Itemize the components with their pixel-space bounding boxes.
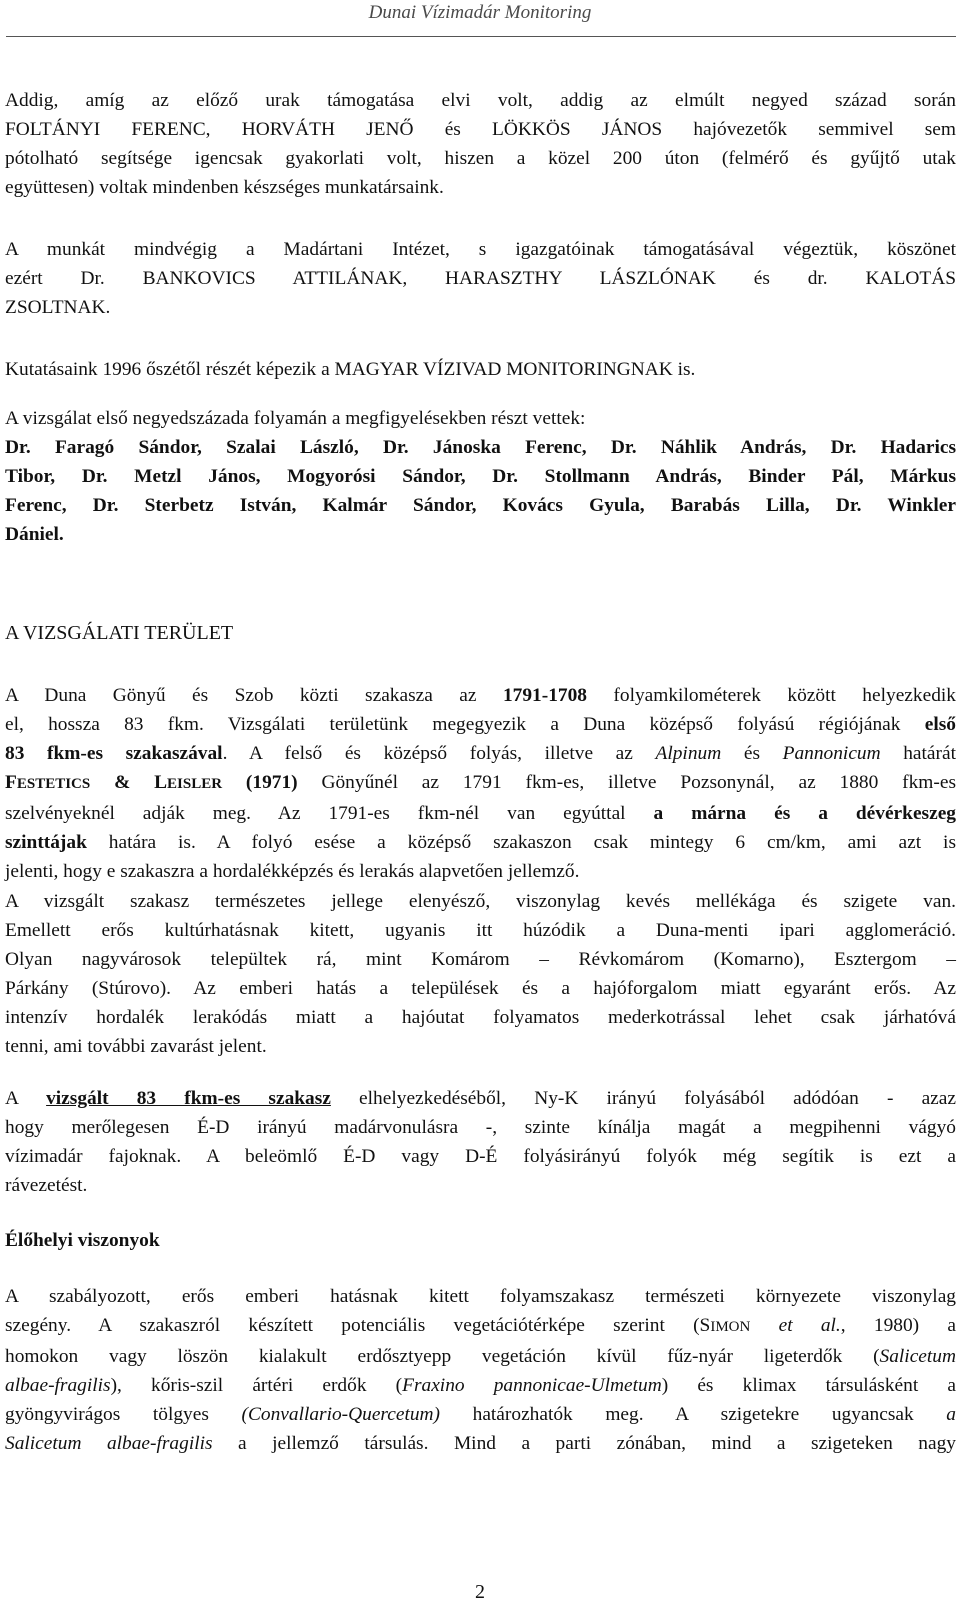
text-line: ZSOLTNAK. (5, 297, 111, 318)
text-run: A (5, 1088, 47, 1109)
author-initial: L (154, 772, 168, 793)
participants-intro: A vizsgálat első negyedszázada folyamán a megfigyelésekben részt vettek: (5, 408, 586, 429)
paragraph-habitat (5, 1282, 956, 1458)
paragraph-acknowledgement-boatmen (5, 86, 956, 202)
text-run: elhelyezkedéséből, Ny-K irányú folyásából adódóan - azaz (330, 1088, 957, 1109)
participants-line: Ferenc, Dr. Sterbetz István, Kalmár Sándor, Kovács Gyula, Barabás Lilla, Dr. Winkler (5, 495, 956, 516)
text-line: rávezetést. (5, 1175, 88, 1196)
italic-text: et al. (750, 1315, 841, 1336)
author-initial: F (5, 772, 17, 793)
text-run: el, hossza 83 fkm. Vizsgálati területünk megegyezik a Duna középső folyású régiójának (5, 714, 925, 735)
text-run: A Duna Gönyű és Szob közti szakasza az (5, 685, 503, 706)
italic-text: Alpinum (655, 743, 722, 764)
text-line: jelenti, hogy e szakaszra a hordalékképzés és lerakás alapvetően jellemző. (5, 861, 580, 882)
section-heading-text: Élőhelyi viszonyok (5, 1230, 160, 1251)
text-line: ezért Dr. BANKOVICS ATTILÁNAK, HARASZTHY LÁSZLÓNAK és dr. KALOTÁS (5, 268, 956, 289)
bold-text: a márna és a dévérkeszeg (653, 803, 957, 824)
text-run: . A felső és középső folyás, illetve az (222, 743, 656, 764)
text-run: határozhatók meg. A szigetekre ugyancsak (440, 1404, 947, 1425)
text-line: Olyan nagyvárosok települtek rá, mint Komárom – Révkomárom (Komarno), Esztergom – (5, 949, 956, 970)
italic-text: Pannonicum (782, 743, 881, 764)
text-line (5, 1429, 956, 1458)
text-line (5, 828, 956, 857)
text-run: ), kőris-szil ártéri erdők ( (110, 1375, 403, 1396)
text-line (5, 1400, 956, 1429)
italic-text: Salicetum (879, 1346, 956, 1367)
text-line: A vizsgált szakasz természetes jellege elenyésző, viszonylag kevés mellékága és szigete van. (5, 891, 956, 912)
text-line: együttesen) voltak mindenben készséges munkatársaink. (5, 177, 444, 198)
text-line: tenni, ami további zavarást jelent. (5, 1036, 267, 1057)
text-line (5, 768, 956, 799)
paragraph-participants (5, 404, 956, 549)
text-run: , 1980) a (840, 1315, 957, 1336)
paragraph-monitoring-note (5, 355, 956, 384)
text-run: és (721, 743, 783, 764)
text-line (5, 710, 956, 739)
text-line (5, 1311, 956, 1342)
page-number: 2 (475, 1581, 485, 1603)
text-line (5, 739, 956, 768)
section-heading-study-area (5, 619, 956, 648)
participants-line: Tibor, Dr. Metzl János, Mogyorósi Sándor, Dr. Stollmann András, Binder Pál, Márkus (5, 466, 956, 487)
text-line (5, 799, 956, 828)
bold-text: szinttájak (5, 832, 87, 853)
text-run: ) és klimax társulásként a (661, 1375, 956, 1396)
running-header: Dunai Vízimadár Monitoring (368, 2, 592, 23)
citation-year: (1971) (222, 772, 298, 793)
text-line: pótolható segítsége igencsak gyakorlati volt, hiszen a közel 200 úton (felmérő és gyűjtő utak (5, 148, 956, 169)
section-heading-habitat (5, 1226, 956, 1255)
text-run: a jellemző társulás. Mind a parti zónában, mind a szigeteken nagy (212, 1433, 956, 1454)
text-line: A szabályozott, erős emberi hatásnak kitett folyamszakasz természeti környezete viszonylag (5, 1286, 956, 1307)
author-smallcaps: IMON (710, 1319, 751, 1335)
text-run: Gönyűnél az 1791 fkm-es, illetve Pozsonynál, az 1880 fkm-es (297, 772, 957, 793)
participants-line: Dániel. (5, 524, 64, 545)
section-heading-text: A VIZSGÁLATI TERÜLET (5, 622, 234, 644)
author-smallcaps: EISLER (167, 776, 223, 792)
underlined-bold-text: vizsgált 83 fkm-es szakasz (46, 1088, 331, 1109)
text-run: gyöngyvirágos tölgyes (5, 1404, 242, 1425)
text-line (5, 1371, 956, 1400)
text-run: szegény. A szakaszról készített potenciális vegetációtérképe szerint (S (5, 1315, 711, 1336)
paragraph-human-impact (5, 887, 956, 1061)
text-line: Emellett erős kultúrhatásnak kitett, ugyanis itt húzódik a Duna-menti ipari agglomeráció. (5, 920, 956, 941)
text-line: FOLTÁNYI FERENC, HORVÁTH JENŐ és LÖKKÖS JÁNOS hajóvezetők semmivel sem (5, 119, 956, 140)
italic-text: a (946, 1404, 956, 1425)
header-rule (6, 36, 956, 37)
italic-text: Fraxino pannonicae-Ulmetum (402, 1375, 662, 1396)
text-line (5, 681, 956, 710)
text-line: hogy merőlegesen É-D irányú madárvonulásra -, szinte kínálja magát a megpihenni vágyó (5, 1117, 956, 1138)
river-km-range: 1791-1708 (502, 685, 587, 706)
italic-text: (Convallario-Quercetum) (241, 1404, 441, 1425)
text-line: Kutatásaink 1996 őszétől részét képezik a MAGYAR VÍZIVAD MONITORINGNAK is. (5, 359, 696, 380)
text-line (5, 1342, 956, 1371)
text-run: határa is. A folyó esése a középső szakaszon csak mintegy 6 cm/km, ami azt is (86, 832, 956, 853)
text-line: Addig, amíg az előző urak támogatása elvi volt, addig az elmúlt negyed század során (5, 90, 956, 111)
paragraph-acknowledgement-institute (5, 235, 956, 322)
text-run: folyamkilométerek között helyezkedik (587, 685, 956, 706)
text-run: homokon vagy löszön kialakult erdősztyepp vegetáción kívül fűz-nyár ligeterdők ( (5, 1346, 880, 1367)
text-run: határát (880, 743, 956, 764)
text-run: szelvényeknél adják meg. Az 1791-es fkm-nél van egyúttal (5, 803, 654, 824)
paragraph-migration-route (5, 1084, 956, 1200)
text-line: vízimadár fajoknak. A beleömlő É-D vagy D-É folyásirányú folyók még segítik is ezt a (5, 1146, 956, 1167)
bold-text: első (924, 714, 956, 735)
italic-text: albae-fragilis (5, 1375, 111, 1396)
italic-text: Salicetum albae-fragilis (5, 1433, 213, 1454)
paragraph-study-area (5, 681, 956, 886)
author-smallcaps: ESTETICS (16, 776, 91, 792)
bold-text: & (90, 772, 155, 793)
text-line: A munkát mindvégig a Madártani Intézet, s igazgatóinak támogatásával végeztük, köszönet (5, 239, 956, 260)
text-line (5, 1084, 956, 1113)
text-line: Párkány (Stúrovo). Az emberi hatás a települések és a hajóforgalom miatt egyaránt erős. Az (5, 978, 956, 999)
text-line: intenzív hordalék lerakódás miatt a hajóutat folyamatos mederkotrással lehet csak járhatóvá (5, 1007, 956, 1028)
bold-text: 83 fkm-es szakaszával (5, 743, 223, 764)
participants-line: Dr. Faragó Sándor, Szalai László, Dr. Jánoska Ferenc, Dr. Náhlik András, Dr. Hadarics (5, 437, 956, 458)
